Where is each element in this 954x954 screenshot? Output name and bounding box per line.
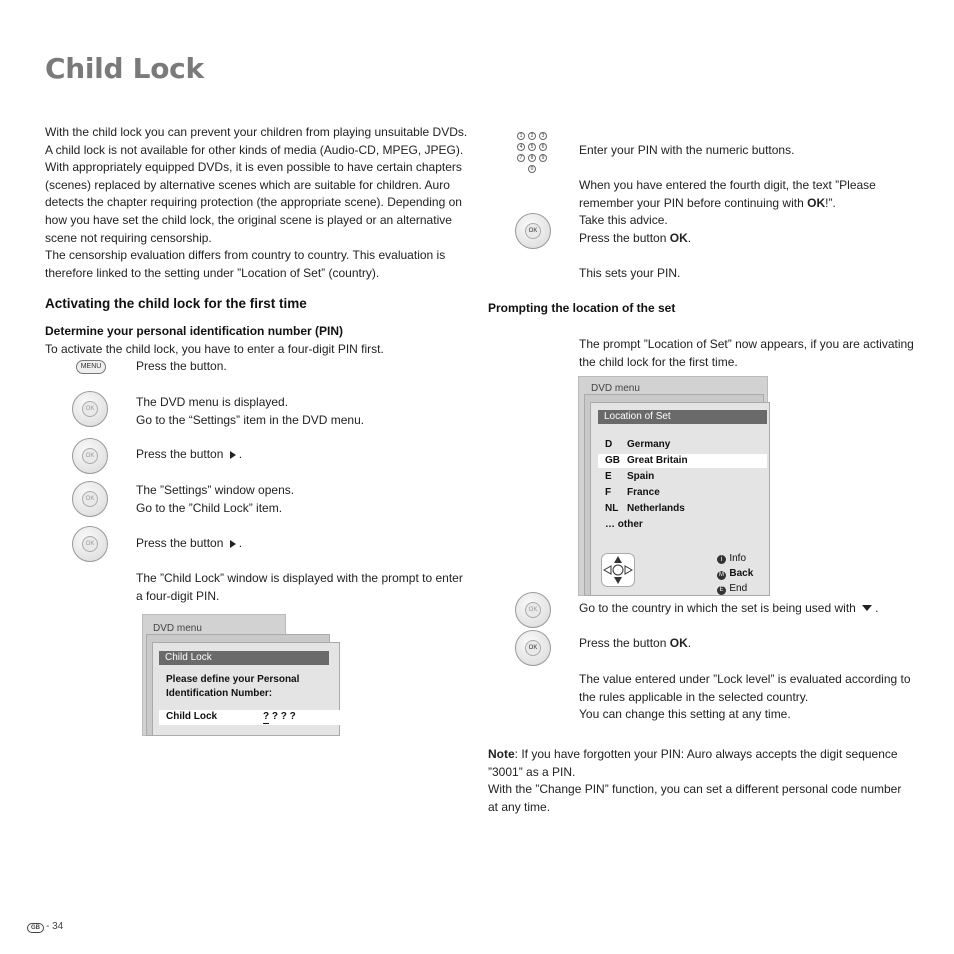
country-name: France [627, 487, 660, 498]
step-line: Go to the ”Child Lock” item. [136, 500, 283, 515]
intro-line: detects the chapter requiring protection (the appropriate scene). Depending on [45, 195, 462, 210]
country-name: Germany [627, 439, 671, 450]
evaluation-text [579, 671, 919, 724]
intro-line: The censorship evaluation differs from country to country. This evaluation is [45, 248, 446, 263]
country-code: D [605, 439, 613, 450]
intro-line: A child lock is not available for other kinds of media (Audio-CD, MPEG, JPEG). [45, 142, 464, 157]
pin-line [579, 195, 919, 213]
osd-child-lock-panel [152, 642, 340, 736]
intro-line: (scenes) replaced by alternative scenes which are suitable for children. Auro [45, 177, 450, 192]
ok-bold: OK [807, 195, 826, 210]
page-title: Child Lock [45, 52, 204, 85]
ok-center-icon: OK [525, 602, 541, 618]
legend-item [717, 565, 753, 580]
step-text [579, 600, 879, 618]
right-arrow-icon [230, 540, 236, 548]
legend-label: End [729, 583, 748, 594]
legend-item [717, 550, 746, 564]
period: . [238, 536, 243, 550]
key-icon: 4 [517, 143, 525, 151]
period: . [238, 447, 243, 461]
country-row[interactable] [598, 502, 767, 516]
step-line: Press the button [579, 636, 670, 650]
country-code: F [605, 487, 612, 498]
pin-line [579, 230, 919, 248]
key-icon: 6 [539, 143, 547, 151]
ok-center-icon: OK [82, 401, 98, 417]
navigation-button-icon [515, 592, 551, 628]
key-icon: 2 [528, 132, 536, 140]
pin-text: remember your PIN before continuing with [579, 195, 808, 210]
info-key-icon: i [717, 555, 726, 564]
loc-line: The prompt ”Location of Set” now appears, if you are activating [579, 337, 914, 351]
ok-button-icon [515, 630, 551, 666]
note-block [488, 746, 918, 816]
osd-panel-header: Child Lock [159, 651, 329, 665]
osd-pin-value: ? ? ? ? [263, 711, 296, 722]
step-text: Press the button. [136, 359, 227, 373]
country-name: Netherlands [627, 503, 685, 514]
section-subheading: Determine your personal identification number (PIN) [45, 324, 344, 338]
country-row-selected[interactable] [598, 454, 767, 468]
step-text [136, 482, 294, 517]
right-arrow-icon [230, 451, 236, 459]
key-icon: 0 [528, 165, 536, 173]
navigation-button-icon [72, 481, 108, 517]
note-line [488, 746, 918, 764]
step-text [579, 635, 691, 653]
step-text [136, 446, 242, 464]
intro-paragraph [45, 124, 475, 282]
osd-back-label: DVD menu [153, 623, 202, 634]
menu-button-icon: MENU [76, 360, 106, 374]
page-number: - 34 [46, 921, 64, 932]
intro-line: With the child lock you can prevent your children from playing unsuitable DVDs. [45, 125, 468, 139]
ok-center-icon: OK [82, 491, 98, 507]
ok-bold: OK [669, 636, 688, 650]
pin-text: . [687, 230, 692, 245]
osd-prompt-line: Identification Number: [166, 688, 273, 699]
eval-line: You can change this setting at any time. [579, 707, 791, 722]
navigation-button-icon [72, 391, 108, 427]
period: . [875, 601, 879, 615]
note-line: With the ”Change PIN” function, you can set a different personal code number [488, 782, 902, 797]
key-icon: 3 [539, 132, 547, 140]
numeric-keypad-icon [517, 132, 547, 176]
note-text: : If you have forgotten your PIN: Auro always accepts the digit sequence [514, 747, 898, 761]
ok-center-icon: OK [525, 640, 541, 656]
intro-line: scene not requiring censorship. [45, 230, 212, 245]
pin-line: When you have entered the fourth digit, the text ”Please [579, 178, 876, 192]
country-name: Great Britain [627, 455, 688, 466]
legend-item [717, 580, 747, 595]
osd-pin-label: Child Lock [166, 711, 218, 722]
gb-badge-icon: GB [27, 923, 44, 933]
key-icon: 5 [528, 143, 536, 151]
section-heading: Activating the child lock for the first time [45, 296, 307, 311]
country-row[interactable] [598, 486, 767, 500]
eval-line: The value entered under ”Lock level” is evaluated according to [579, 672, 911, 686]
section-intro: To activate the child lock, you have to enter a four-digit PIN first. [45, 342, 384, 356]
country-row[interactable] [598, 438, 767, 452]
osd-location-panel [590, 402, 770, 596]
pin-text: Press the button [579, 230, 670, 245]
step-line: Press the button [136, 447, 224, 461]
page-footer [27, 921, 63, 933]
step-line: The ”Child Lock” window is displayed with the prompt to enter [136, 571, 463, 585]
step-line: Press the button [136, 536, 224, 550]
period: . [687, 636, 692, 650]
country-other[interactable]: … other [605, 519, 643, 530]
navigation-pad-icon [601, 553, 635, 587]
navigation-button-icon [72, 438, 108, 474]
pin-line: Take this advice. [579, 213, 668, 228]
note-line: at any time. [488, 799, 551, 814]
osd-pin-row [159, 710, 341, 725]
intro-line: therefore linked to the setting under ”Location of Set” (country). [45, 265, 380, 280]
ok-bold: OK [669, 230, 688, 245]
country-code: GB [605, 455, 620, 466]
note-line: ”3001” as a PIN. [488, 764, 576, 779]
eval-line: the rules applicable in the selected country. [579, 689, 809, 704]
step-line: Go to the “Settings” item in the DVD menu. [136, 412, 365, 427]
ok-center-icon: OK [82, 448, 98, 464]
pin-confirm: This sets your PIN. [579, 266, 681, 280]
osd-back-label: DVD menu [591, 383, 640, 394]
step-text [136, 570, 463, 605]
step-line: Go to the country in which the set is being used with [579, 601, 856, 615]
country-name: Spain [627, 471, 655, 482]
pin-text: !”. [825, 195, 836, 210]
note-label: Note [488, 747, 515, 761]
key-icon: 7 [517, 154, 525, 162]
country-code: E [605, 471, 612, 482]
key-icon: 8 [528, 154, 536, 162]
down-arrow-icon [862, 605, 872, 611]
osd-pin-cursor [263, 723, 269, 724]
navigation-button-icon [72, 526, 108, 562]
section-subheading: Prompting the location of the set [488, 301, 676, 315]
pin-instruction-block [579, 177, 919, 247]
key-icon: 9 [539, 154, 547, 162]
step-line: The ”Settings” window opens. [136, 483, 295, 497]
legend-label: Back [729, 568, 754, 579]
intro-line: how you have set the child lock, the original scene is played or an alternative [45, 212, 452, 227]
osd-prompt-line: Please define your Personal [166, 674, 300, 685]
ok-center-icon: OK [82, 536, 98, 552]
country-code: NL [605, 503, 619, 514]
step-text [136, 535, 242, 553]
ok-button-icon [515, 213, 551, 249]
location-intro [579, 336, 919, 371]
end-key-icon: E [717, 586, 726, 595]
step-line: a four-digit PIN. [136, 588, 220, 603]
step-text [136, 394, 364, 429]
key-icon: 1 [517, 132, 525, 140]
back-key-icon: M [719, 572, 724, 578]
loc-line: the child lock for the first time. [579, 354, 738, 369]
ok-center-icon: OK [525, 223, 541, 239]
intro-line: With appropriately equipped DVDs, it is even possible to have certain chapters [45, 160, 462, 175]
osd-panel-header: Location of Set [598, 410, 767, 424]
country-row[interactable] [598, 470, 767, 484]
step-line: The DVD menu is displayed. [136, 395, 289, 409]
pin-instruction: Enter your PIN with the numeric buttons. [579, 143, 795, 157]
legend-label: Info [729, 553, 747, 564]
